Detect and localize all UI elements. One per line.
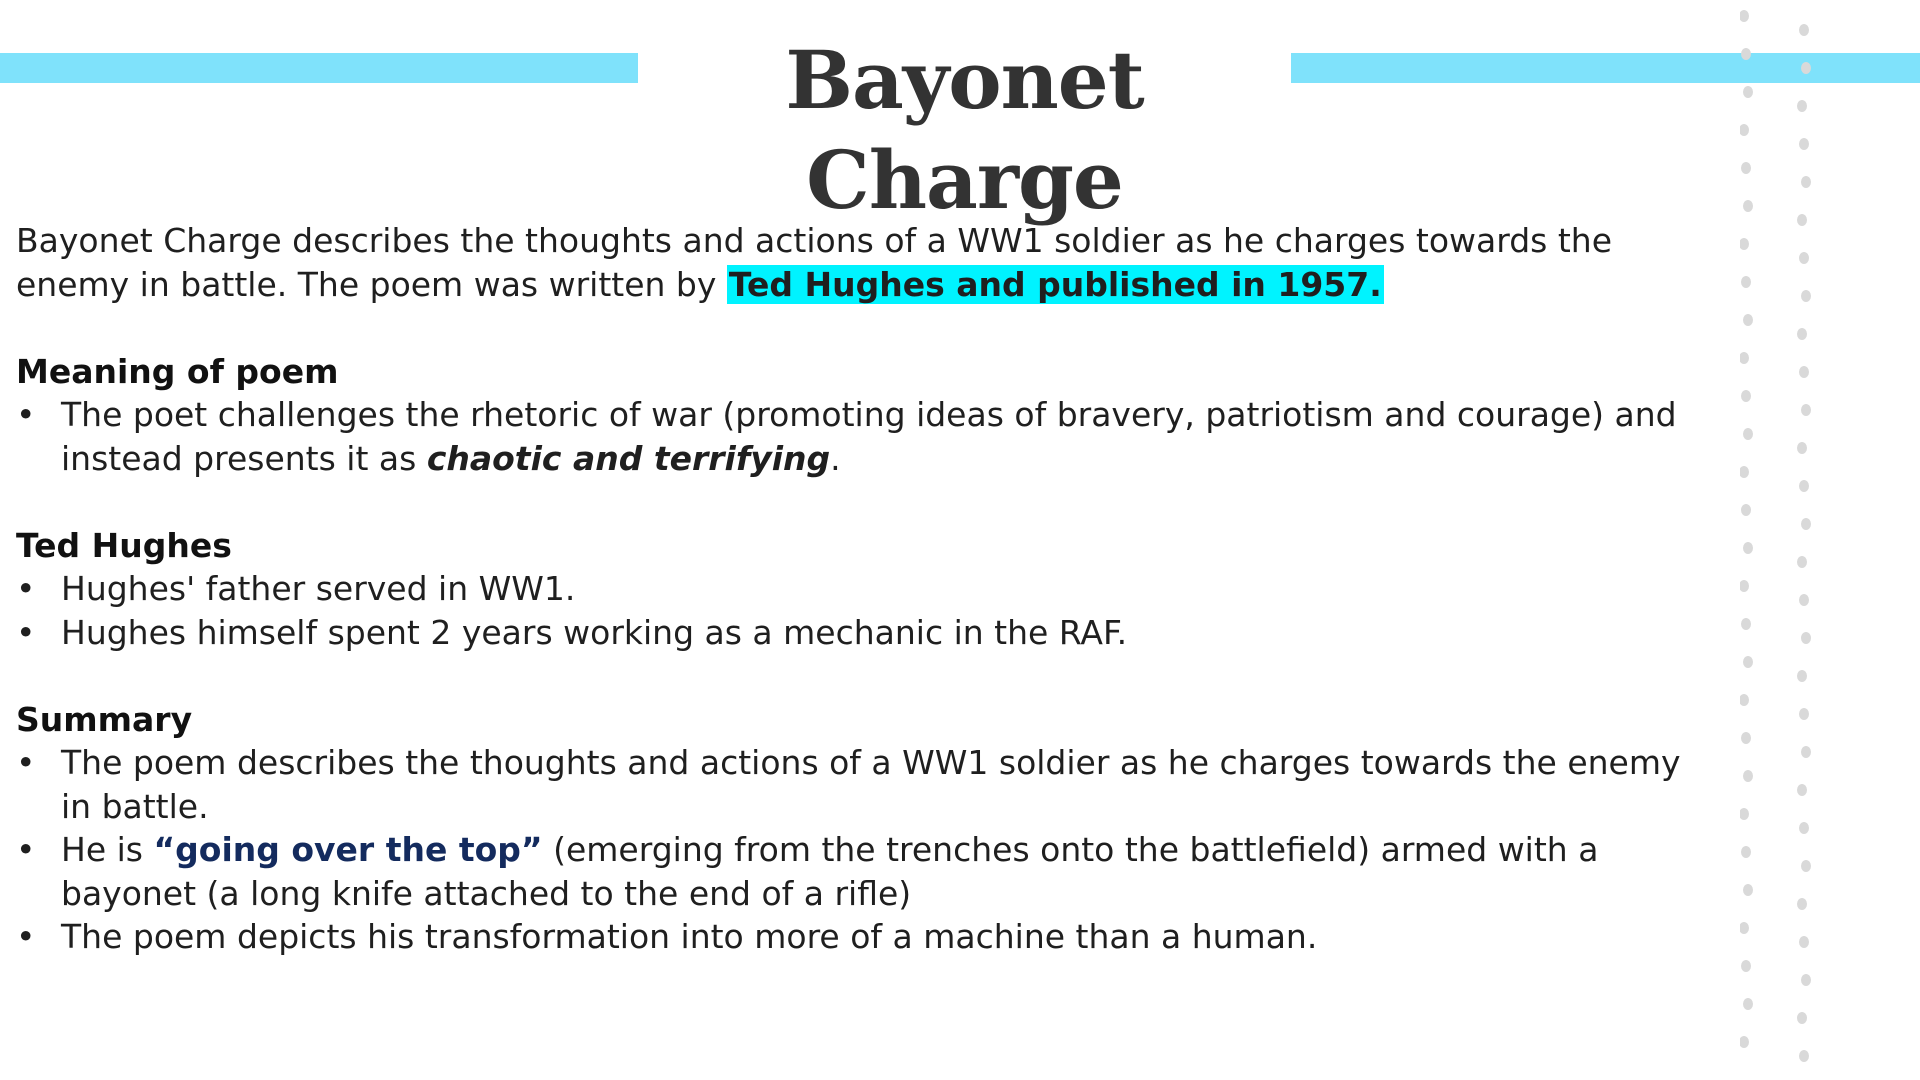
decorative-dot xyxy=(1741,276,1751,288)
decorative-dot xyxy=(1743,656,1753,668)
decorative-dot xyxy=(1799,252,1809,264)
decorative-dot xyxy=(1799,138,1809,150)
decorative-dot xyxy=(1797,670,1807,682)
decorative-dot xyxy=(1797,214,1807,226)
decorative-dot xyxy=(1741,162,1751,174)
decorative-dot xyxy=(1741,504,1751,516)
decorative-dot xyxy=(1801,176,1811,188)
decorative-dot xyxy=(1799,24,1809,36)
decorative-dot xyxy=(1743,998,1753,1010)
decorative-dot xyxy=(1801,404,1811,416)
decorative-dot xyxy=(1799,936,1809,948)
decorative-dot xyxy=(1801,974,1811,986)
decorative-dot xyxy=(1740,694,1749,706)
decorative-dot xyxy=(1741,732,1751,744)
decorative-dot xyxy=(1797,442,1807,454)
decorative-dot xyxy=(1740,238,1749,250)
decorative-dot xyxy=(1741,390,1751,402)
summary-item-text: He is xyxy=(61,830,154,869)
list-item: • The poem depicts his transformation into more of a machine than a human. xyxy=(16,915,1706,959)
decorative-dot xyxy=(1797,784,1807,796)
decorative-dot xyxy=(1799,1050,1809,1062)
decorative-dot xyxy=(1740,10,1749,22)
decorative-dot xyxy=(1741,618,1751,630)
decorative-dot xyxy=(1801,632,1811,644)
decorative-dot xyxy=(1740,808,1749,820)
content xyxy=(16,219,1706,1002)
decorative-dot xyxy=(1743,200,1753,212)
decorative-dot xyxy=(1797,556,1807,568)
decorative-dot xyxy=(1741,960,1751,972)
page-title: Bayonet Charge xyxy=(785,33,1144,227)
decorative-dot xyxy=(1799,822,1809,834)
list-item: • Hughes' father served in WW1. xyxy=(16,567,1706,611)
decorative-dot xyxy=(1740,352,1749,364)
decorative-dot xyxy=(1797,328,1807,340)
decorative-dot xyxy=(1799,594,1809,606)
summary-item-text-after: (emerging from the trenches onto the battlefield) armed with a bayonet (a long knife attached to the end of a rifle) xyxy=(61,830,1599,913)
meaning-item-emphasis: chaotic and terrifying xyxy=(426,438,831,478)
decorative-dot xyxy=(1743,314,1753,326)
decorative-dot xyxy=(1741,48,1751,60)
intro-text: Bayonet Charge describes the thoughts and actions of a WW1 soldier as he charges towards the enemy in battle. The poem was written by xyxy=(16,221,1613,304)
decorative-dot xyxy=(1801,860,1811,872)
decorative-dot xyxy=(1801,62,1811,74)
title-bar-left xyxy=(0,53,638,83)
decorative-dot xyxy=(1740,580,1749,592)
meaning-item-text: The poet challenges the rhetoric of war (promoting ideas of bravery, patriotism and courage) and instead presents it as xyxy=(61,395,1677,478)
decorative-dot xyxy=(1743,770,1753,782)
decorative-dot xyxy=(1799,708,1809,720)
decorative-dot xyxy=(1797,898,1807,910)
intro-paragraph xyxy=(16,219,1706,306)
ted-hughes-heading: Ted Hughes xyxy=(16,525,232,565)
summary-quote: “going over the top” xyxy=(153,830,543,869)
meaning-section xyxy=(16,350,1706,481)
decorative-dot xyxy=(1743,884,1753,896)
decorative-dot xyxy=(1740,124,1749,136)
decorative-dot xyxy=(1799,480,1809,492)
decorative-dot xyxy=(1740,922,1749,934)
list-item xyxy=(16,828,1706,915)
decorative-dot xyxy=(1797,100,1807,112)
decorative-dot xyxy=(1741,846,1751,858)
decorative-dot xyxy=(1801,746,1811,758)
decorative-dot xyxy=(1743,428,1753,440)
list-item: • The poem describes the thoughts and actions of a WW1 soldier as he charges towards the enemy in battle. xyxy=(16,741,1706,828)
title-bar-right xyxy=(1291,53,1920,83)
meaning-heading: Meaning of poem xyxy=(16,351,339,391)
decorative-dot xyxy=(1801,518,1811,530)
decorative-dot xyxy=(1799,366,1809,378)
meaning-item-end: . xyxy=(830,438,841,478)
list-item: • Hughes himself spent 2 years working as a mechanic in the RAF. xyxy=(16,611,1706,655)
decorative-dot xyxy=(1743,542,1753,554)
decorative-dot xyxy=(1797,1012,1807,1024)
decorative-dot xyxy=(1743,86,1753,98)
ted-hughes-section xyxy=(16,524,1706,655)
decorative-dot xyxy=(1740,466,1749,478)
decorative-dot xyxy=(1740,1036,1749,1048)
summary-heading: Summary xyxy=(16,699,193,739)
list-item xyxy=(16,393,1706,480)
decorative-dot xyxy=(1801,290,1811,302)
summary-section xyxy=(16,698,1706,959)
decorative-dots xyxy=(1740,0,1820,1080)
intro-highlight: Ted Hughes and published in 1957. xyxy=(728,264,1382,304)
